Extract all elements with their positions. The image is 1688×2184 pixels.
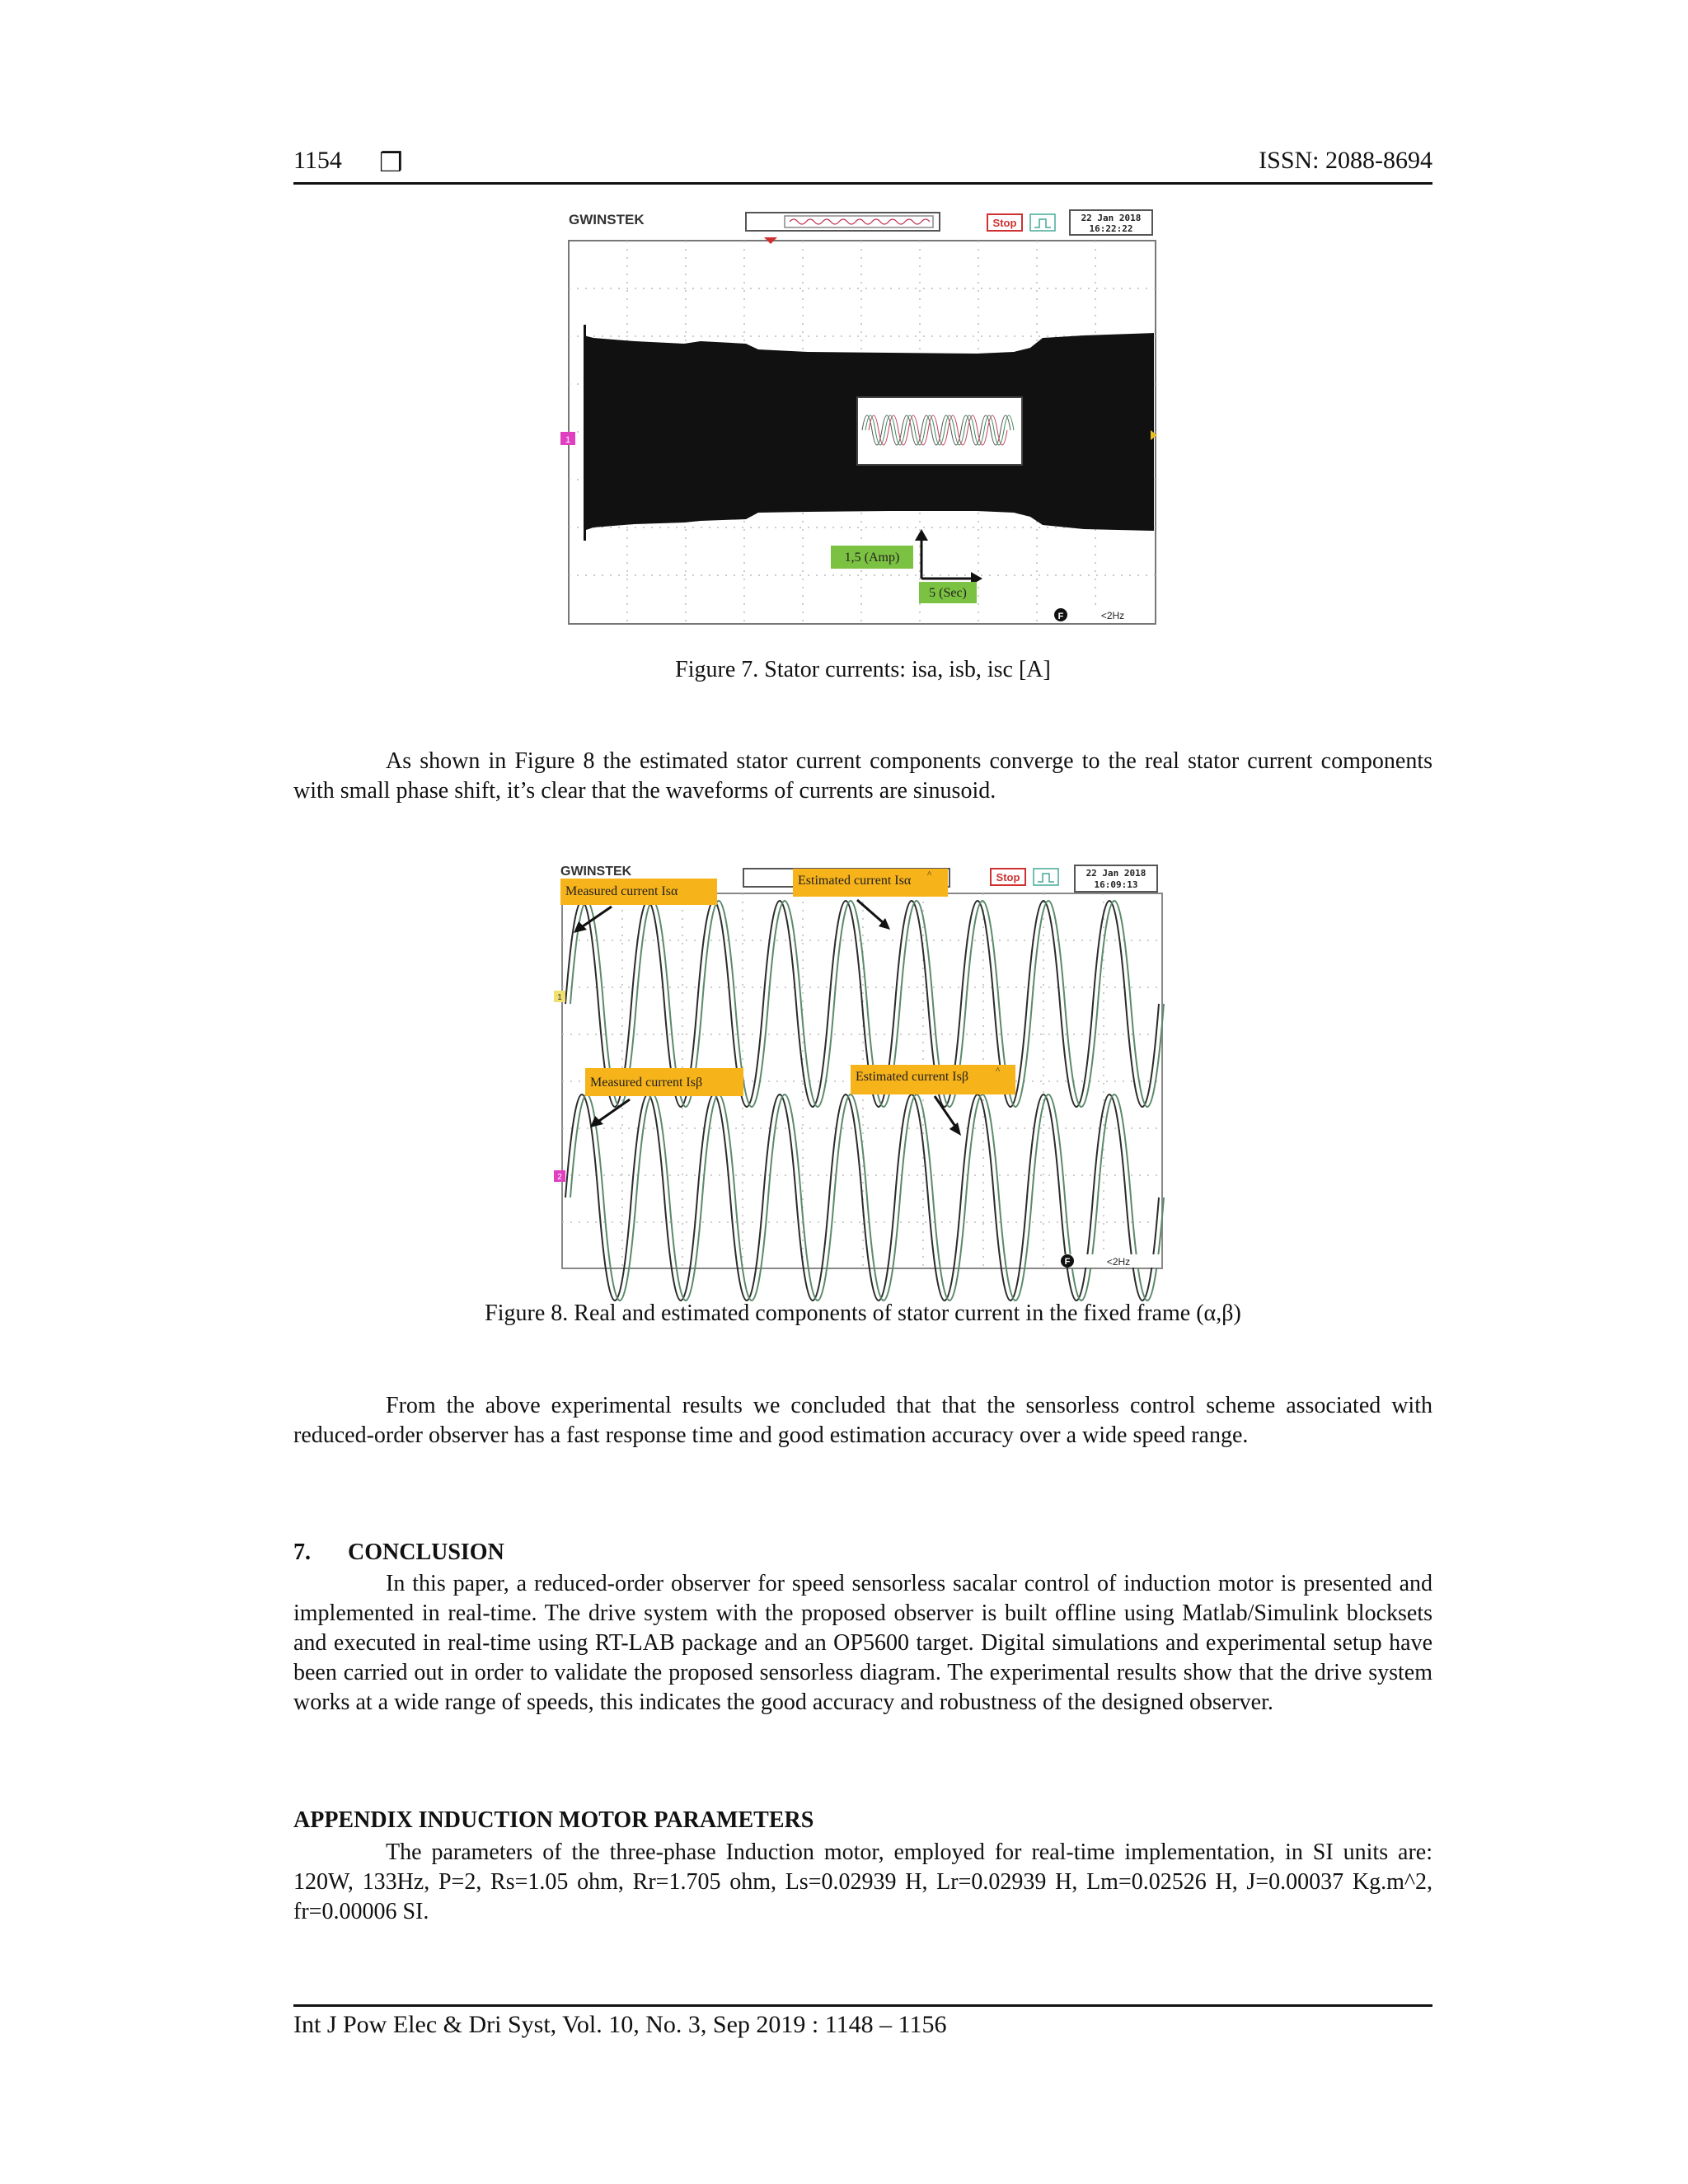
section-title: CONCLUSION [348,1540,504,1565]
section-number: 7. [293,1540,311,1565]
figure7-oscilloscope [565,208,1158,628]
fig8-time: 16:09:13 [1094,879,1138,890]
figure8-caption: Figure 8. Real and estimated components of stator current in the fixed frame (α,β) [485,1301,1241,1326]
fig8-freq: <2Hz [1106,1256,1131,1268]
fig8-brand: GWINSTEK [560,865,632,879]
fig7-date: 22 Jan 2018 [1081,213,1142,223]
fig7-time: 16:22:22 [1089,223,1133,234]
paragraph-results: From the above experimental results we concluded that that the sensorless control scheme associated with reduced-order observer has a fast response time and good estimation accuracy over a wide speed range. [293,1393,1432,1448]
fig7-brand: GWINSTEK [569,212,645,227]
figure8-oscilloscope [554,864,1164,1272]
conclusion-body: In this paper, a reduced-order observer for speed sensorless sacalar control of induction motor is presented and implemented in real-time. The drive system with the proposed observer is built offline using Matlab/Simulink blocksets and executed in real-time using RT-LAB package and an OP5600 target. Digital simulations and experimental setup have been carried out in order to validate the proposed sensorless diagram. The experimental results show that the drive system works at a wide range of speeds, this indicates the good accuracy and robustness of the designed observer. [293,1571,1432,1715]
fig7-freq: <2Hz [1100,610,1125,621]
footer-citation: Int J Pow Elec & Dri Syst, Vol. 10, No. 3, Sep 2019 : 1148 – 1156 [293,2011,947,2038]
fig8-label-est-beta: Estimated current Isβ [856,1070,968,1084]
header-box-icon: ❒ [379,148,403,177]
fig8-stop-button: Stop [996,871,1020,883]
fig8-ch2-marker: 2 [557,1173,562,1182]
fig7-ch-marker: 1 [565,435,571,445]
fig8-label-meas-beta: Measured current Isβ [590,1076,703,1090]
header-rule [293,182,1432,185]
appendix-title: APPENDIX INDUCTION MOTOR PARAMETERS [293,1807,814,1833]
figure7-caption: Figure 7. Stator currents: isa, isb, isc [A] [675,657,1051,682]
issn: ISSN: 2088-8694 [1259,147,1432,174]
fig8-label-est-alpha: Estimated current Isα [798,874,912,888]
fig8-label-meas-alpha: Measured current Isα [565,884,678,898]
fig8-ch1-marker: 1 [557,993,562,1002]
fig7-scale-time: 5 (Sec) [929,586,967,600]
fig8-hat-alpha: ^ [927,869,932,879]
footer-rule [293,2004,1432,2007]
fig7-scale-amp: 1,5 (Amp) [844,551,900,565]
page-number: 1154 [293,147,342,174]
fig8-freq-icon: F [1064,1257,1071,1267]
paragraph-figure8-intro: As shown in Figure 8 the estimated stator current components converge to the real stator current components with small phase shift, it’s clear that the waveforms of currents are sinusoid. [293,748,1432,804]
fig8-hat-beta: ^ [996,1066,1001,1076]
fig8-date: 22 Jan 2018 [1085,868,1146,879]
appendix-body: The parameters of the three-phase Induction motor, employed for real-time implementation, in SI units are: 120W, 133Hz, P=2, Rs=1.05 ohm, Rr=1.705 ohm, Ls=0.02939 H, Lr=0.02939 H, Lm=0.02526 H, J=0.00037 Kg.m^2, fr=0.00006 SI. [293,1840,1432,1924]
fig7-freq-icon: F [1057,612,1064,621]
fig7-stop-button: Stop [992,217,1017,229]
